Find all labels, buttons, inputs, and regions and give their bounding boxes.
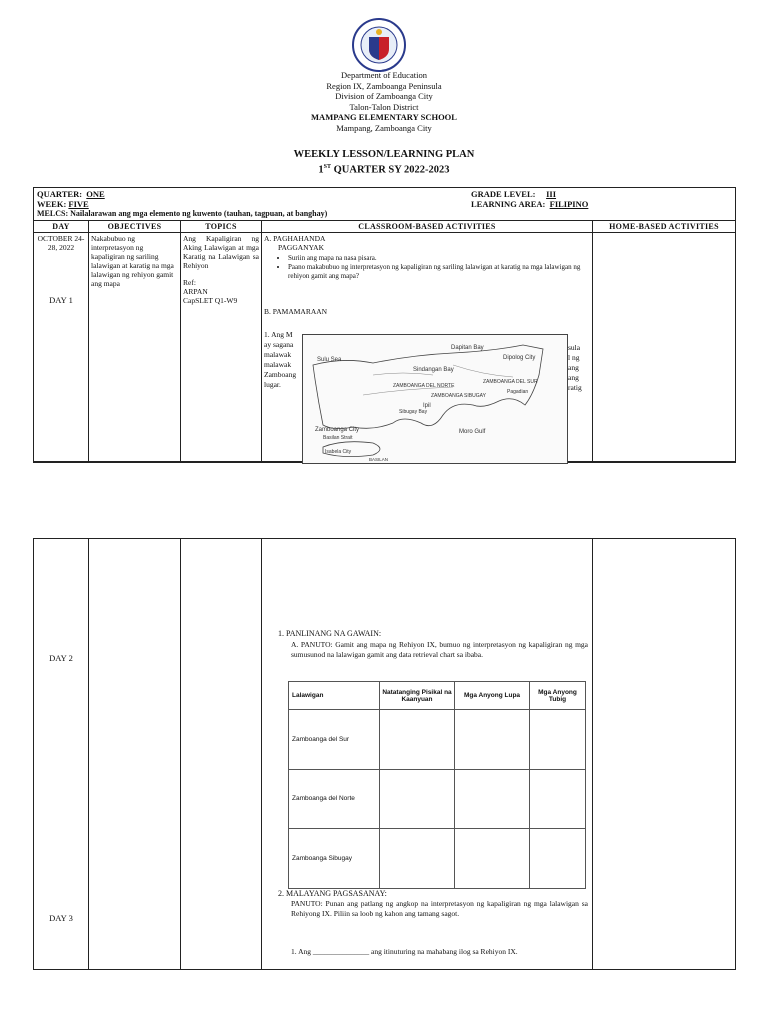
drc-province: Zamboanga del Norte <box>289 769 380 829</box>
drc-cell[interactable] <box>455 769 530 829</box>
map-label: BASILAN <box>369 457 389 462</box>
day1-objective: Nakabubuo ng interpretasyon ng kapaligiran ng sariling lalawigan at karatig na mga lalawigan ng rehiyon gamit ang mapa <box>89 233 181 462</box>
drc-header-lalawigan: Lalawigan <box>289 682 380 710</box>
question-1: 1. Ang _______________ ang itinuturing na mahabang ilog sa Rehiyon IX. <box>291 947 518 956</box>
drc-cell[interactable] <box>380 829 455 889</box>
map-label: ZAMBOANGA SIBUGAY <box>431 393 486 399</box>
pagganyak-label: PAGGANYAK <box>278 243 324 252</box>
map-label: Isabela City <box>325 449 352 455</box>
school-name: MAMPANG ELEMENTARY SCHOOL <box>311 112 457 122</box>
map-label: Ipil <box>423 403 431 409</box>
section-b: B. PAMAMARAAN <box>264 307 328 316</box>
drc-cell[interactable] <box>455 829 530 889</box>
day2-label: DAY 2 <box>49 653 73 663</box>
title-line2: 1ST QUARTER SY 2022-2023 <box>318 164 450 176</box>
letterhead <box>0 70 768 133</box>
quarter-row: QUARTER: ONE <box>37 189 105 199</box>
day1-date: OCTOBER 24-28, 2022 <box>37 234 85 252</box>
section-a: A. PAGHAHANDA <box>264 234 326 243</box>
malaya-label: 2. MALAYANG PAGSASANAY: <box>278 889 387 898</box>
drc-cell[interactable] <box>380 769 455 829</box>
map-label: Sindangan Bay <box>413 367 454 373</box>
document-title <box>0 149 768 177</box>
map-label: Pagadian <box>507 389 529 395</box>
drc-province: Zamboanga Sibugay <box>289 829 380 889</box>
map-label: ZAMBOANGA DEL NORTE <box>393 383 455 389</box>
pagganyak-list <box>264 254 590 281</box>
ref-value: ARPAN <box>183 287 208 296</box>
bullet-item: • Paano makabubuo ng interpretasyon ng kapaligiran ng sariling lalawigan at karatig na mga lalawigan ng rehiyon gamit ang mapa? <box>288 263 590 281</box>
topics-col-2 <box>181 539 262 970</box>
map-label: Moro Gulf <box>459 429 486 435</box>
map-label: Zamboanga City <box>315 427 360 433</box>
day1-label: DAY 1 <box>49 295 73 305</box>
col-topics: TOPICS <box>181 221 262 233</box>
melcs-row: MELCS: Nailalarawan ang mga elemento ng kuwento (tauhan, tagpuan, at banghay) <box>37 209 328 218</box>
map-label: Basilan Strait <box>323 435 353 441</box>
district-name: Talon-Talon District <box>349 101 419 112</box>
dept-name: Department of Education <box>341 70 427 80</box>
region-name: Region IX, Zamboanga Peninsula <box>326 80 442 91</box>
ref-label: Ref: <box>183 278 196 287</box>
grade-level-row: GRADE LEVEL: III <box>471 189 557 199</box>
day1-home <box>593 233 736 462</box>
week-row: WEEK: FIVE <box>37 199 89 209</box>
home-col-2 <box>593 539 736 970</box>
drc-cell[interactable] <box>530 829 586 889</box>
drc-header-lupa: Mga Anyong Lupa <box>455 682 530 710</box>
data-retrieval-chart <box>288 681 586 889</box>
ref-code: CapSLET Q1-W9 <box>183 296 238 305</box>
map-label: ZAMBOANGA DEL SUR <box>483 379 538 385</box>
col-day: DAY <box>34 221 89 233</box>
panlinang-label: 1. PANLINANG NA GAWAIN: <box>278 629 382 638</box>
panuto-b: PANUTO: Punan ang patlang ng angkop na interpretasyon ng kapaligiran ng mga lalawigan sa Rehiyong IX. Piliin sa loob ng kahon ang tamang sagot. <box>291 899 588 918</box>
drc-header-kaanyuan: Natatanging Pisikal na Kaanyuan <box>380 682 455 710</box>
day3-label: DAY 3 <box>49 913 73 923</box>
title-line1: WEEKLY LESSON/LEARNING PLAN <box>293 149 475 160</box>
map-label: Dipolog City <box>503 355 536 361</box>
day1-topic-cell <box>181 233 262 462</box>
division-name: Division of Zamboanga City <box>335 91 433 101</box>
drc-cell[interactable] <box>455 710 530 770</box>
para-right: sula l ng ang ang ratig <box>568 343 582 392</box>
objectives-col-2 <box>89 539 181 970</box>
drc-cell[interactable] <box>530 710 586 770</box>
panuto-a: A. PANUTO: Gamit ang mapa ng Rehiyon IX, bumuo ng interpretasyon ng kapaligiran ng mga sumusunod na lalawigan gamit ang data retrieval chart sa ibaba. <box>291 640 588 659</box>
day-col-2 <box>34 539 89 970</box>
learning-area-row: LEARNING AREA: FILIPINO <box>471 199 589 209</box>
para-left: 1. Ang M ay sagana malawak malawak Zamboang lugar. <box>264 330 297 389</box>
map-label: Sibugay Bay <box>399 409 428 415</box>
deped-seal <box>352 18 406 72</box>
drc-header-tubig: Mga Anyong Tubig <box>530 682 586 710</box>
col-classroom: CLASSROOM-BASED ACTIVITIES <box>262 221 593 233</box>
col-home: HOME-BASED ACTIVITIES <box>593 221 736 233</box>
drc-cell[interactable] <box>530 769 586 829</box>
map-label: Dapitan Bay <box>451 345 484 351</box>
drc-cell[interactable] <box>380 710 455 770</box>
school-address: Mampang, Zamboanga City <box>336 122 432 133</box>
bullet-item: • Suriin ang mapa na nasa pisara. <box>288 254 590 263</box>
map-label: Sulu Sea <box>317 357 342 363</box>
col-objectives: OBJECTIVES <box>89 221 181 233</box>
day1-topic: Ang Kapaligiran ng Aking Lalawigan at mga Karatig na Lalawigan sa Rehiyon <box>183 234 259 270</box>
day1-cell <box>34 233 89 462</box>
drc-province: Zamboanga del Sur <box>289 710 380 770</box>
region-map <box>302 334 568 464</box>
